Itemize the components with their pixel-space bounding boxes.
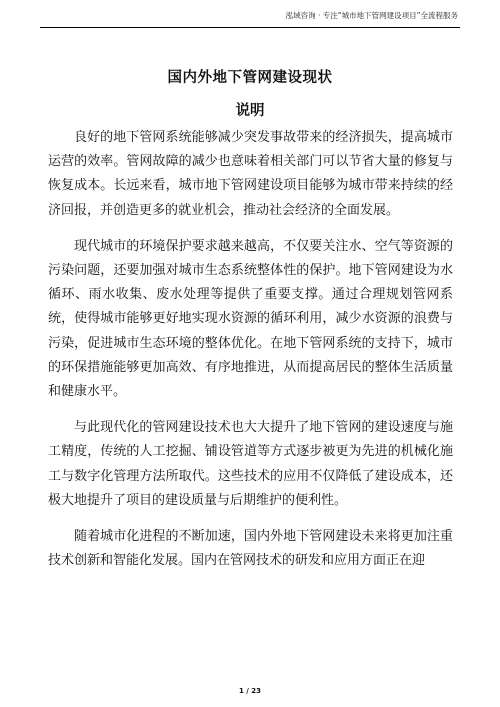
paragraph-1: 良好的地下管网系统能够减少突发事故带来的经济损失，提高城市运营的效率。管网故障的减少也意味着相关部门可以节省大量的修复与恢复成本。长远来看，城市地下管网建设项目能够为城市带来持续的经济回报，并创造更多的就业机会，推动社会经济的全面发展。 xyxy=(48,130,453,218)
paragraph-4: 随着城市化进程的不断加速，国内外地下管网建设未来将更加注重技术创新和智能化发展。国内在管网技术的研发和应用方面正在迎 xyxy=(48,529,453,569)
paragraph-3: 与此现代化的管网建设技术也大大提升了地下管网的建设速度与施工精度，传统的人工挖掘、铺设管道等方式逐步被更为先进的机械化施工与数字化管理方法所取代。这些技术的应用不仅降低了建设成本，还极大地提升了项目的建设质量与后期维护的便利性。 xyxy=(48,420,453,508)
document-body xyxy=(48,126,453,585)
paragraph-2: 现代城市的环境保护要求越来越高，不仅要关注水、空气等资源的污染问题，还要加强对城市生态系统整体性的保护。地下管网建设为水循环、雨水收集、废水处理等提供了重要支撑。通过合理规划管网系统，使得城市能够更好地实现水资源的循环利用，减少水资源的浪费与污染，促进城市生态环境的整体优化。在地下管网系统的支持下，城市的环保措施能够更加高效、有序地推进，从而提高居民的整体生活质量和健康水平。 xyxy=(48,238,453,400)
section-heading: 说明 xyxy=(235,102,265,119)
header-divider xyxy=(40,27,460,28)
page-header-text: 泓域咨询 · 专注“城市地下管网建设项目”全流程服务 xyxy=(285,11,458,20)
document-title: 国内外地下管网建设现状 xyxy=(167,69,333,86)
page-number: 1 / 23 xyxy=(238,687,262,695)
